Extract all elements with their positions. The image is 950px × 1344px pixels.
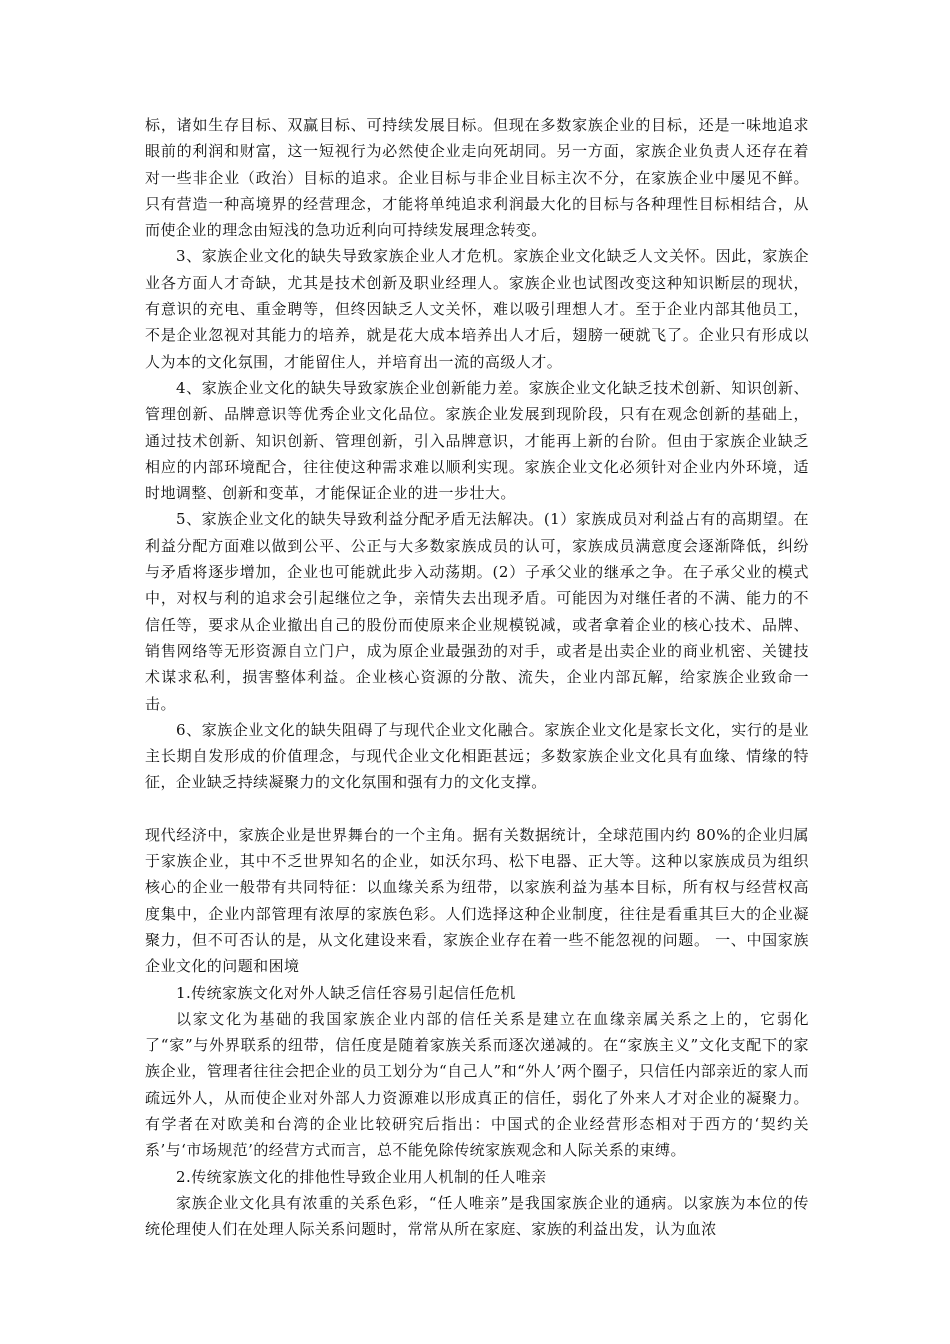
paragraph-introduction: 现代经济中，家族企业是世界舞台的一个主角。据有关数据统计，全球范围内约 80%的企业归属于家族企业，其中不乏世界知名的企业，如沃尔玛、松下电器、正大等。这种以家族成员为组织核心的企业一般带有共同特征：以血缘关系为纽带，以家族利益为基本目标，所有权与经营权高度集中，企业内部管理有浓厚的家族色彩。人们选择这种企业制度，往往是看重其巨大的企业凝聚力，但不可否认的是，从文化建设来看，家族企业存在着一些不能忽视的问题。 一、中国家族企业文化的问题和困境	[145, 825, 809, 976]
paragraph-innovation: 4、家族企业文化的缺失导致家族企业创新能力差。家族企业文化缺乏技术创新、知识创新、管理创新、品牌意识等优秀企业文化品位。家族企业发展到现阶段，只有在观念创新的基础上，通过技术创新、知识创新、管理创新，引入品牌意识，才能再上新的台阶。但由于家族企业缺乏相应的内部环境配合，往往使这种需求难以顺利实现。家族企业文化必须针对企业内外环境，适时地调整、创新和变革，才能保证企业的进一步壮大。	[145, 378, 809, 503]
section-gap	[145, 796, 809, 822]
document-page	[145, 112, 809, 1242]
paragraph-nepotism: 家族企业文化具有浓重的关系色彩，“任人唯亲”是我国家族企业的通病。以家族为本位的传统伦理使人们在处理人际关系问题时，常常从所在家庭、家族的利益出发，认为血浓	[145, 1193, 809, 1239]
subheading-trust-crisis: 1.传统家族文化对外人缺乏信任容易引起信任危机	[176, 983, 516, 1002]
paragraph-goal-continuation: 标，诸如生存目标、双赢目标、可持续发展目标。但现在多数家族企业的目标，还是一味地追求眼前的利润和财富，这一短视行为必然使企业走向死胡同。另一方面，家族企业负责人还存在着对一些非企业（政治）目标的追求。企业目标与非企业目标主次不分，在家族企业中屡见不鲜。只有营造一种高境界的经营理念，才能将单纯追求利润最大化的目标与各种理性目标相结合，从而使企业的理念由短浅的急功近利向可持续发展理念转变。	[145, 116, 809, 240]
paragraph-trust-relations: 以家文化为基础的我国家族企业内部的信任关系是建立在血缘亲属关系之上的，它弱化了“家”与外界联系的纽带，信任度是随着家族关系而逐次递减的。在“家族主义”文化支配下的家族企业，管理者往往会把企业的员工划分为“自己人”和“外人’两个圈子，只信任内部亲近的家人而疏远外人，从而使企业对外部人力资源难以形成真正的信任，弱化了外来人才对企业的凝聚力。有学者在对欧美和台湾的企业比较研究后指出：中国式的企业经营形态相对于西方的‘契约关系’与‘市场规范’的经营方式而言，总不能免除传统家族观念和人际关系的束缚。	[145, 1009, 809, 1160]
paragraph-modern-culture: 6、家族企业文化的缺失阻碍了与现代企业文化融合。家族企业文化是家长文化，实行的是业主长期自发形成的价值理念，与现代企业文化相距甚远；多数家族企业文化具有血缘、情缘的特征，企业缺乏持续凝聚力的文化氛围和强有力的文化支撑。	[145, 720, 809, 792]
paragraph-talent-crisis: 3、家族企业文化的缺失导致家族企业人才危机。家族企业文化缺乏人文关怀。因此，家族企业各方面人才奇缺，尤其是技术创新及职业经理人。家族企业也试图改变这种知识断层的现状，有意识的充电、重金聘等，但终因缺乏人文关怀，难以吸引理想人才。至于企业内部其他员工，不是企业忽视对其能力的培养，就是花大成本培养出人才后，翅膀一硬就飞了。企业只有形成以人为本的文化氛围，才能留住人，并培育出一流的高级人才。	[145, 247, 809, 371]
subheading-nepotism: 2.传统家族文化的排他性导致企业用人机制的任人唯亲	[176, 1167, 547, 1186]
paragraph-profit-distribution: 5、家族企业文化的缺失导致利益分配矛盾无法解决。(1）家族成员对利益占有的高期望。在利益分配方面难以做到公平、公正与大多数家族成员的认可，家族成员满意度会逐渐降低，纠纷与矛盾将逐步增加，企业也可能就此步入动荡期。(2）子承父业的继承之争。在子承父业的模式中，对权与利的追求会引起继位之争，亲情失去出现矛盾。可能因为对继任者的不满、能力的不信任等，要求从企业撤出自己的股份而使原来企业规模锐减，或者拿着企业的核心技术、品牌、销售网络等无形资源自立门户，成为原企业最强劲的对手，或者是出卖企业的商业机密、关键技术谋求私利，损害整体利益。企业核心资源的分散、流失，企业内部瓦解，给家族企业致命一击。	[145, 510, 809, 713]
